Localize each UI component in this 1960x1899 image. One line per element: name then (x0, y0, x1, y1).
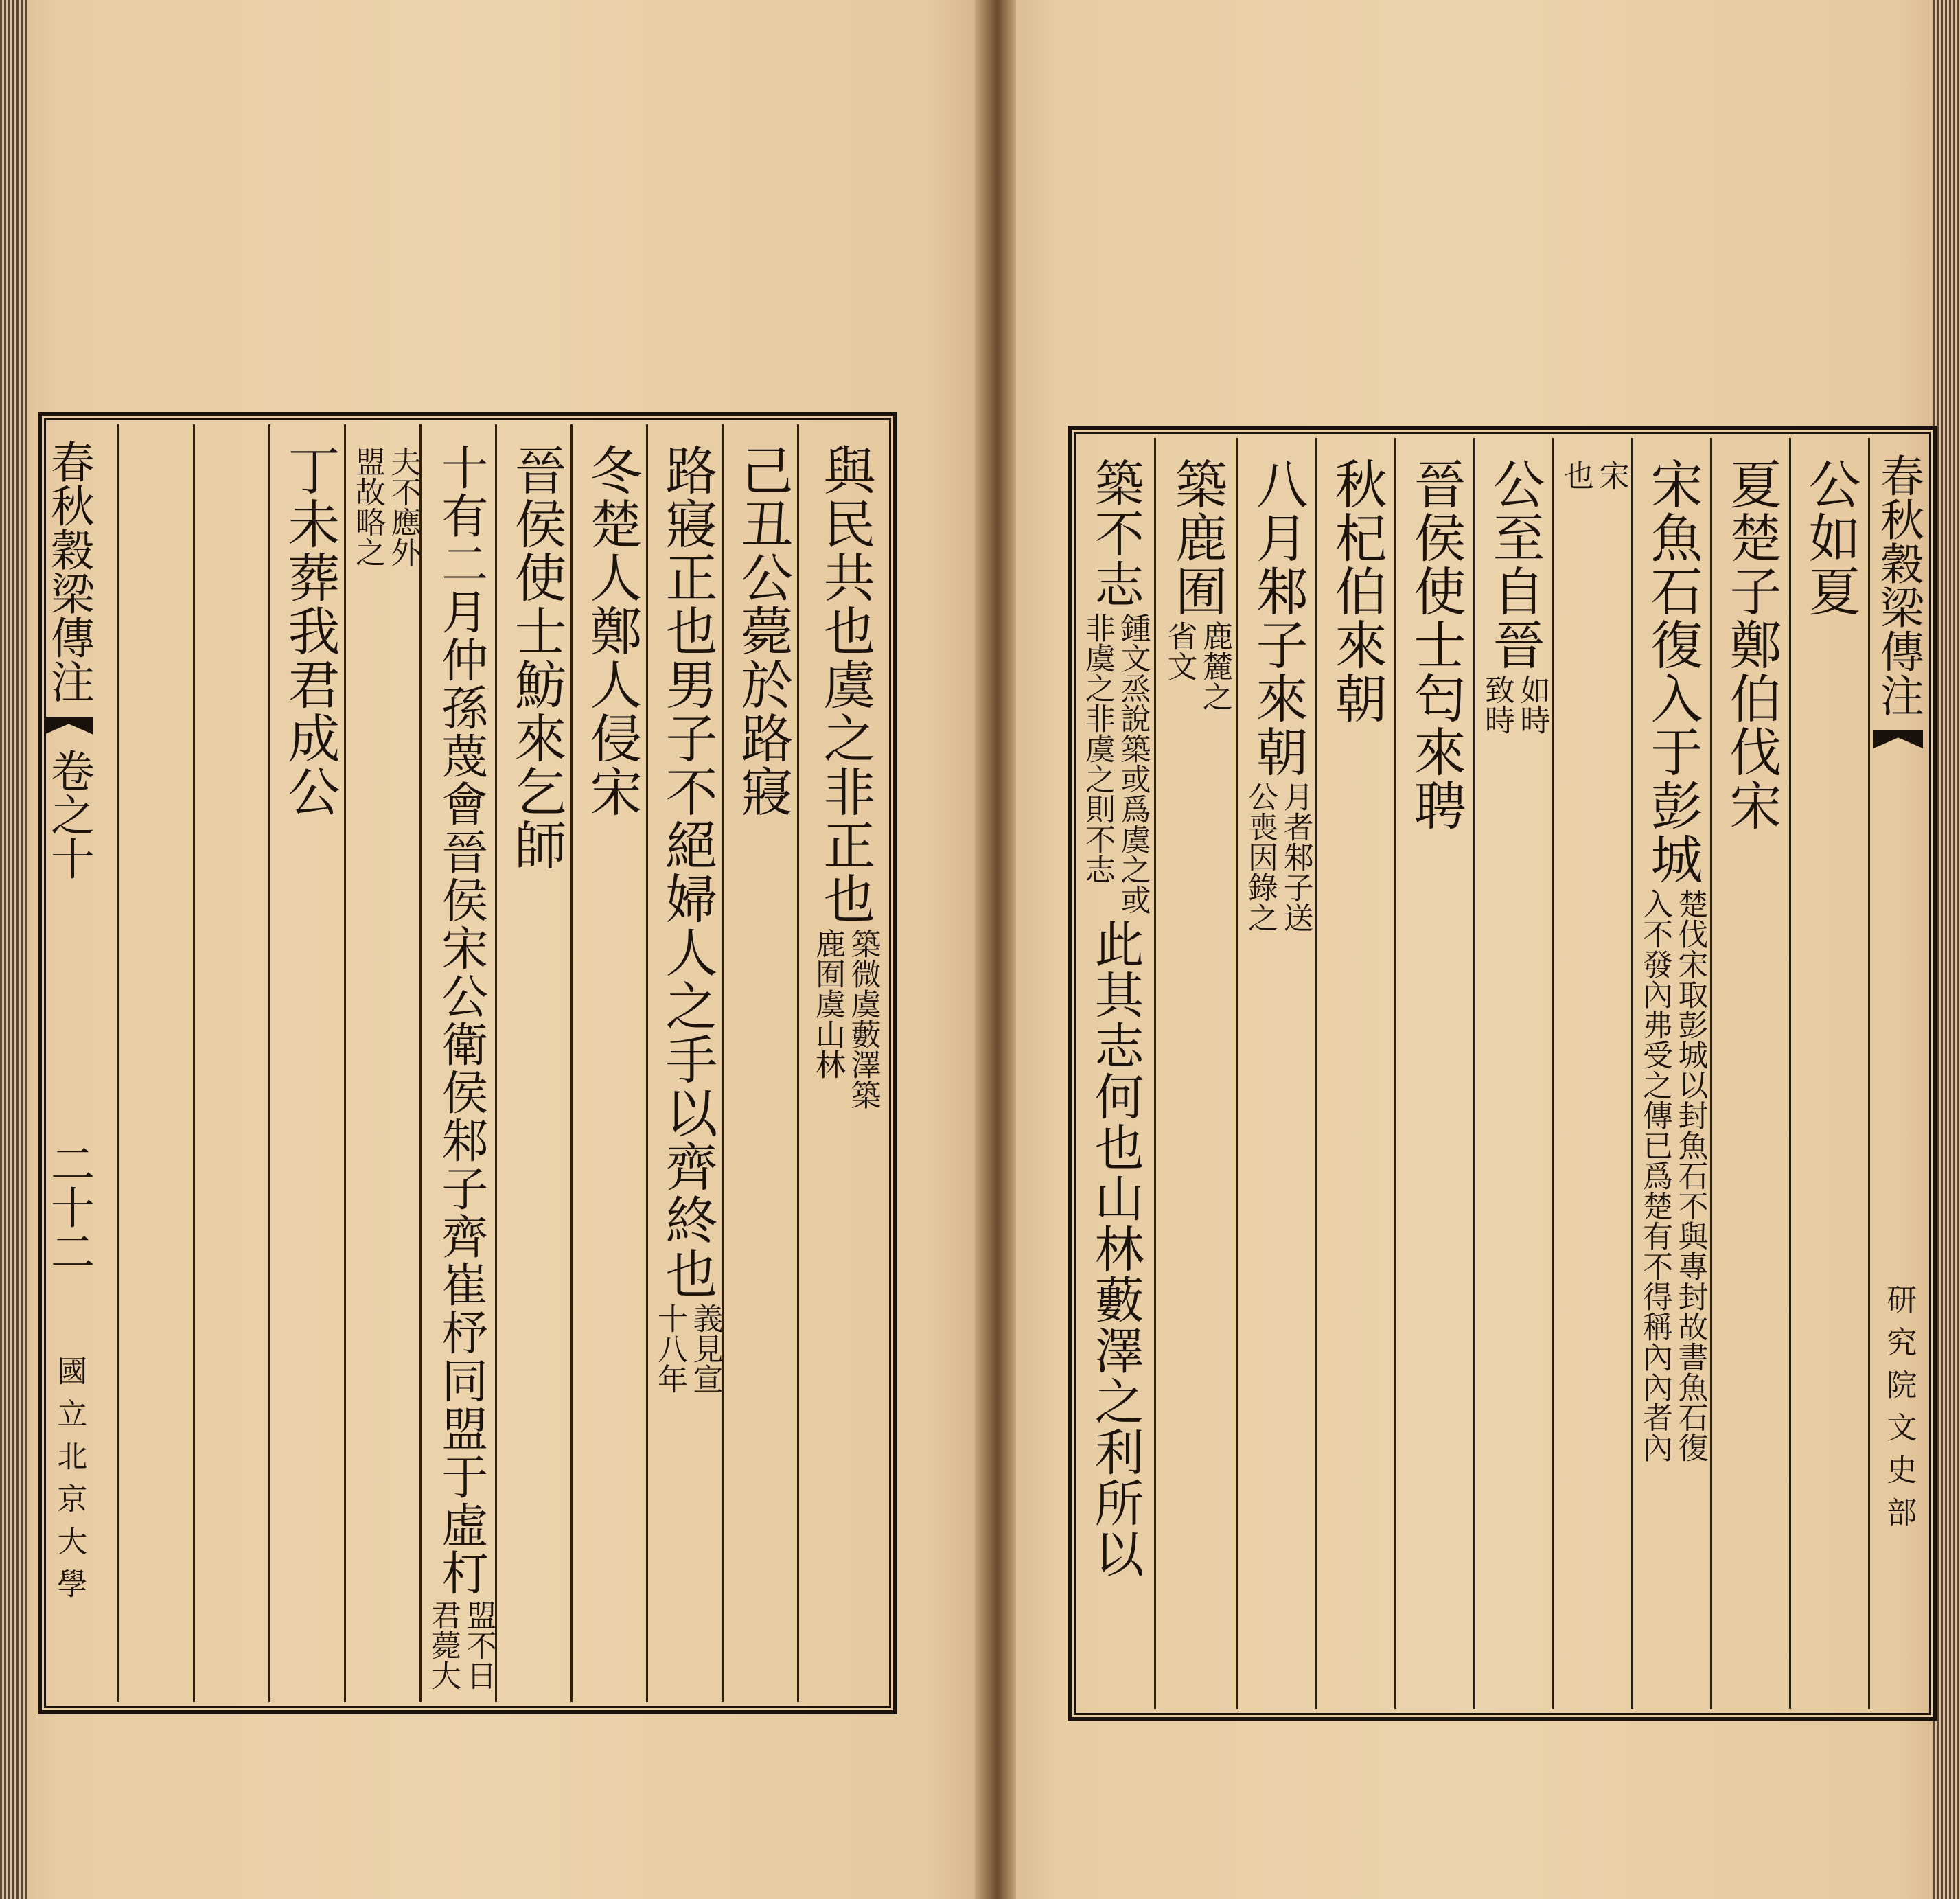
annotation-right: 鍾文烝說築或爲虞之或 (1115, 612, 1151, 914)
text-column (1477, 457, 1552, 735)
annotation-left: 君薨大 (426, 1600, 461, 1690)
annotation-left: 非虞之非虞之則不志 (1080, 612, 1115, 884)
column-rule (1394, 438, 1396, 1709)
column-rule (117, 424, 119, 1702)
column-rule (1315, 438, 1317, 1709)
column-rule (1789, 438, 1791, 1709)
main-text: 宋魚石復入于彭城 (1641, 457, 1703, 886)
main-text: 冬楚人鄭人侵宋 (581, 444, 643, 818)
text-column (574, 444, 649, 818)
text-column (1792, 457, 1868, 618)
fishtail-mark (44, 717, 93, 735)
annotation-right: 築微虞藪澤築 (845, 928, 881, 1109)
left-banxin (41, 412, 96, 1734)
annotation-left: 也 (1558, 460, 1593, 490)
annotation-right: 月者邾子送 (1278, 781, 1313, 932)
banxin-page-number: 二十二 (43, 1141, 94, 1273)
text-column (1556, 457, 1631, 490)
main-text: 晉侯使士匄來聘 (1405, 457, 1466, 832)
banxin-volume: 卷之十 (43, 748, 94, 880)
book-gutter (975, 0, 1016, 1899)
annotation-left: 盟故略之 (350, 446, 385, 567)
main-text: 十有二月仲孫蔑會晉侯宋公衛侯邾子齊崔杼同盟于虛朾 (433, 444, 488, 1597)
annotation-right: 義見宣 (687, 1303, 723, 1394)
left-page-frame (38, 412, 897, 1714)
annotation-pair (1081, 612, 1149, 914)
column-rule (268, 424, 270, 1702)
column-rule (1710, 438, 1712, 1709)
column-rule (1473, 438, 1475, 1709)
banxin-title: 春秋穀梁傳注 (1873, 453, 1924, 717)
text-column (498, 444, 574, 872)
column-rule (1552, 438, 1554, 1709)
main-text: 夏楚子鄭伯伐宋 (1720, 457, 1782, 832)
main-text: 築不志 (1086, 457, 1144, 610)
main-text: 築鹿囿 (1166, 457, 1228, 618)
main-text: 與民共也虞之非正也 (814, 444, 876, 925)
main-text: 八月邾子來朝 (1247, 457, 1308, 779)
text-column (1714, 457, 1789, 832)
annotation-right: 宋 (1593, 460, 1629, 490)
text-column (804, 444, 886, 1109)
annotation-left: 公喪因錄之 (1243, 781, 1278, 932)
column-rule (419, 424, 422, 1702)
text-column (1157, 457, 1236, 711)
left-page-edges (0, 0, 27, 1899)
annotation-left: 致時 (1479, 674, 1514, 735)
annotation-left: 鹿囿虞山林 (810, 928, 845, 1079)
text-column (272, 444, 347, 818)
main-text-continued: 此其志何也山林藪澤之利所以 (1086, 919, 1144, 1579)
right-banxin (1871, 426, 1926, 1740)
text-column (1240, 457, 1315, 932)
column-rule (1868, 438, 1870, 1709)
text-column (347, 444, 423, 567)
annotation-left: 省文 (1162, 621, 1197, 681)
annotation-right: 楚伐宋取彭城以封魚石不與專封故書魚石復 (1672, 888, 1708, 1462)
main-text: 路寢正也男子不絕婦人之手以齊終也 (656, 444, 718, 1300)
annotation-pair (1163, 621, 1231, 711)
annotation-pair (1638, 888, 1706, 1462)
right-page-frame (1068, 426, 1937, 1721)
fishtail-mark (1873, 730, 1923, 748)
banxin-library: 國立北京大學 (51, 1355, 87, 1611)
annotation-right: 夫不應外 (385, 446, 421, 567)
banxin-title: 春秋穀梁傳注 (43, 439, 94, 703)
annotation-pair (1243, 781, 1311, 932)
column-rule (1631, 438, 1633, 1709)
annotation-right: 如時 (1514, 674, 1550, 735)
annotation-left: 十八年 (652, 1303, 687, 1394)
main-text: 秋杞伯來朝 (1326, 457, 1387, 725)
text-column (725, 444, 800, 818)
annotation-pair (351, 446, 419, 567)
text-column (649, 444, 725, 1394)
main-text: 公如夏 (1799, 457, 1861, 618)
annotation-right: 盟不日 (461, 1600, 496, 1690)
column-rule (1154, 438, 1156, 1709)
annotation-pair (811, 928, 879, 1109)
annotation-pair (426, 1600, 494, 1690)
annotation-pair (1480, 674, 1548, 735)
main-text: 公至自晉 (1484, 457, 1545, 671)
text-column (423, 444, 498, 1690)
annotation-left: 入不發內弗受之傳已爲楚有不得稱內內者內 (1637, 888, 1672, 1462)
text-column (1319, 457, 1394, 725)
main-text: 己丑公薨於路寢 (732, 444, 794, 818)
main-text: 丁未葬我君成公 (279, 444, 341, 818)
text-column (1635, 457, 1710, 1462)
text-column (1398, 457, 1473, 832)
annotation-right: 鹿麓之 (1197, 621, 1233, 711)
annotation-pair (653, 1303, 721, 1394)
column-rule (1236, 438, 1238, 1709)
column-rule (193, 424, 195, 1702)
main-text: 晉侯使士魴來乞師 (505, 444, 567, 872)
banxin-institute: 研究院文史部 (1881, 1284, 1917, 1539)
text-column (1077, 457, 1153, 1579)
annotation-pair (1559, 460, 1627, 490)
